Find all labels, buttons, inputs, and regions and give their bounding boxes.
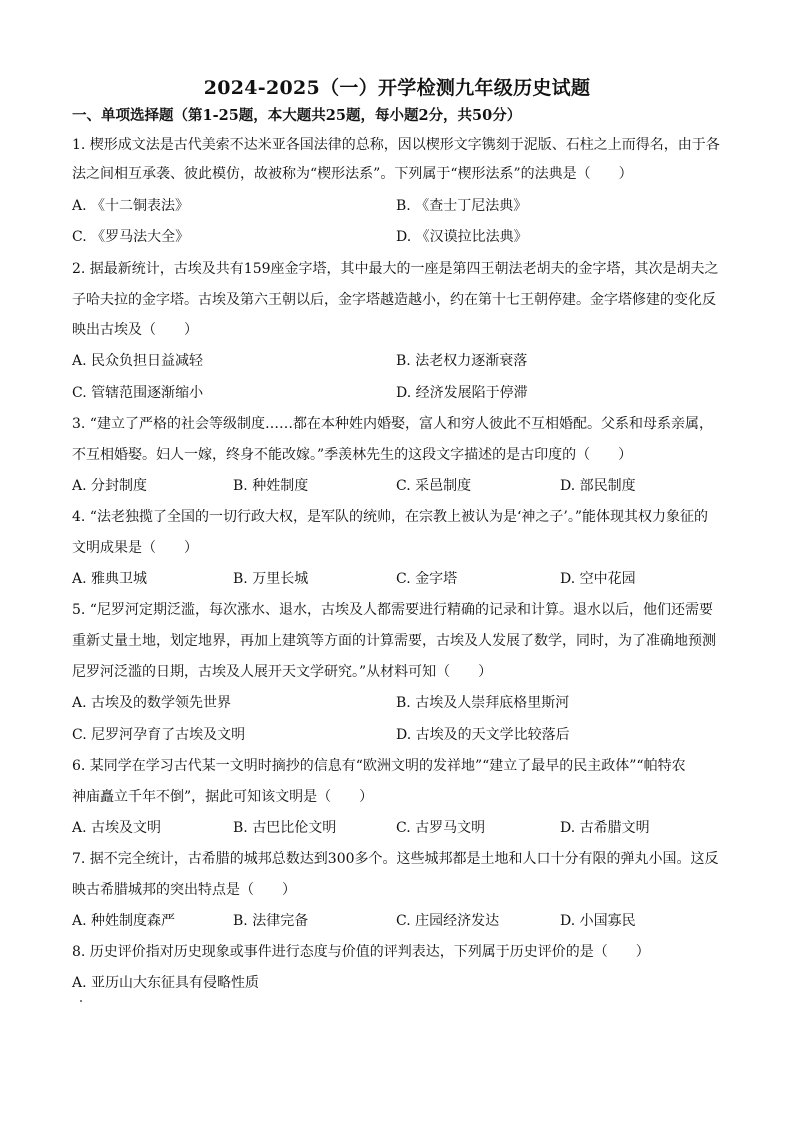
question-6-line-1: 6. 某同学在学习古代某一文明时摘抄的信息有“欧洲文明的发祥地”“建立了最早的民主政体”“帕特农 [72,758,686,774]
question-7-option-d: D. 小国寡民 [560,913,636,929]
question-6-option-b: B. 古巴比伦文明 [233,820,337,836]
page-title: 2024-2025（一）开学检测九年级历史试题 [203,77,591,99]
question-5-line-3: 尼罗河泛滥的日期，古埃及人展开天文学研究。”从材料可知（ ） [72,664,493,680]
question-7-option-c: C. 庄园经济发达 [396,913,500,929]
question-7-line-1: 7. 据不完全统计，古希腊的城邦总数达到300多个。这些城邦都是土地和人口十分有限的弹丸小国。这反 [72,851,719,867]
question-1-line-2: 法之间相互承袭、彼此模仿，故被称为“楔形法系”。下列属于“楔形法系”的法典是（ ） [72,166,633,182]
question-6-option-c: C. 古罗马文明 [396,820,486,836]
question-6-line-2: 神庙矗立千年不倒”，据此可知该文明是（ ） [72,789,374,805]
question-4-line-2: 文明成果是（ ） [72,540,198,556]
question-2-option-d: D. 经济发展陷于停滞 [396,385,528,401]
question-6-option-a: A. 古埃及文明 [72,820,162,836]
question-2-line-2: 子哈夫拉的金字塔。古埃及第六王朝以后，金字塔越造越小，约在第十七王朝停建。金字塔修建的变化反 [72,292,716,308]
question-1-option-d: D. 《汉谟拉比法典》 [396,229,528,245]
question-8-option-a: A. 亚历山大东征具有侵略性质 [72,975,260,991]
question-5-line-2: 重新丈量土地，划定地界，再加上建筑等方面的计算需要，古埃及人发展了数学，同时，为了准确地预测 [72,633,716,649]
question-2-line-3: 映出古埃及（ ） [72,322,198,338]
question-6-option-d: D. 古希腊文明 [560,820,650,836]
question-4-line-1: 4. “法老独揽了全国的一切行政大权，是军队的统帅，在宗教上被认为是‘神之子’。”能体现其权力象征的 [72,509,709,525]
question-5-option-c: C. 尼罗河孕育了古埃及文明 [72,727,246,743]
question-4-option-d: D. 空中花园 [560,571,636,587]
question-4-option-c: C. 金字塔 [396,571,458,587]
question-7-line-2: 映古希腊城邦的突出特点是（ ） [72,882,296,898]
question-5-line-1: 5. “尼罗河定期泛滥，每次涨水、退水，古埃及人都需要进行精确的记录和计算。退水以后，他们还需要 [72,602,713,618]
question-3-option-c: C. 采邑制度 [396,478,472,494]
question-7-option-b: B. 法律完备 [233,913,309,929]
question-5-option-d: D. 古埃及的天文学比较落后 [396,727,570,743]
question-5-option-b: B. 古埃及人崇拜底格里斯河 [396,695,570,711]
question-2-option-a: A. 民众负担日益减轻 [72,353,204,369]
question-3-line-2: 不互相婚娶。妇人一嫁，终身不能改嫁。”季羡林先生的这段文字描述的是古印度的（ ） [72,447,633,463]
question-7-option-a: A. 种姓制度森严 [72,913,176,929]
question-2-line-1: 2. 据最新统计，古埃及共有159座金字塔，其中最大的一座是第四王朝法老胡夫的金字塔，其次是胡夫之 [72,261,719,277]
question-1-line-1: 1. 楔形成文法是古代美索不达米亚各国法律的总称，因以楔形文字镌刻于泥版、石柱之上而得名，由于各 [72,137,720,153]
question-3-option-a: A. 分封制度 [72,478,148,494]
question-3-option-d: D. 部民制度 [560,478,636,494]
question-3-option-b: B. 种姓制度 [233,478,309,494]
question-8-line-1: 8. 历史评价指对历史现象或事件进行态度与价值的评判表达，下列属于历史评价的是（ ） [72,944,650,960]
section-heading: 一、单项选择题（第1-25题，本大题共25题，每小题2分，共50分） [72,107,522,124]
question-4-option-a: A. 雅典卫城 [72,571,148,587]
question-3-line-1: 3. “建立了严格的社会等级制度……都在本种姓内婚娶，富人和穷人彼此不互相婚配。父系和母系亲属， [72,416,713,432]
question-1-option-c: C. 《罗马法大全》 [72,229,190,245]
question-5-option-a: A. 古埃及的数学领先世界 [72,695,232,711]
question-1-option-b: B. 《查士丁尼法典》 [396,198,528,214]
question-2-option-b: B. 法老权力逐渐衰落 [396,353,528,369]
question-4-option-b: B. 万里长城 [233,571,309,587]
question-1-option-a: A. 《十二铜表法》 [72,198,190,214]
scan-dot [80,1000,82,1002]
question-2-option-c: C. 管辖范围逐渐缩小 [72,385,204,401]
